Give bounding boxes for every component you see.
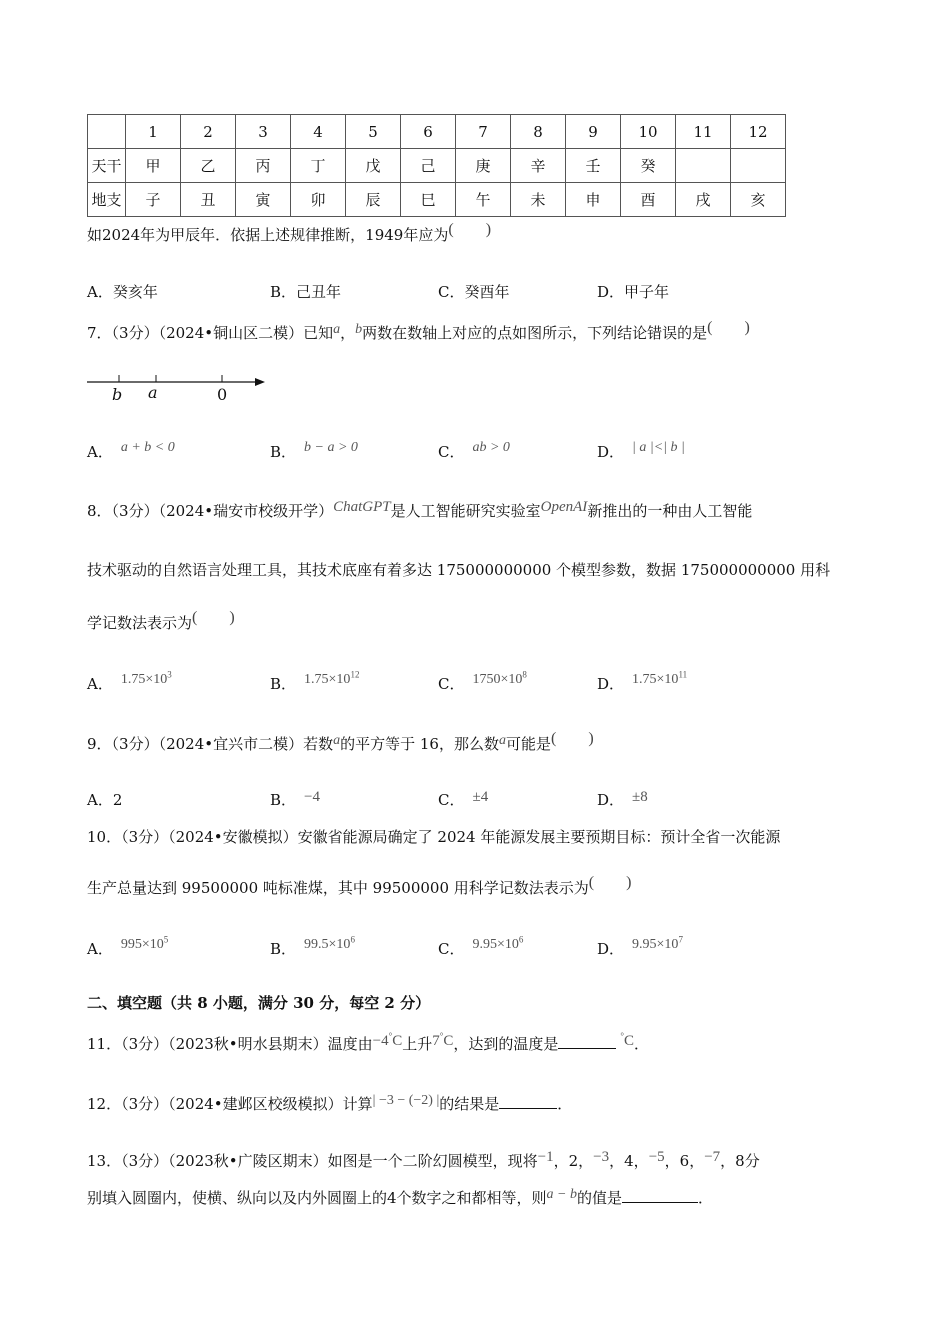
option-label: A． xyxy=(87,675,113,693)
q11-suffix: ，达到的温度是 xyxy=(453,1035,559,1053)
q12-suffix: 的结果是 xyxy=(439,1095,500,1113)
q13-prefix: 13．（3分）（2023秋•广陵区期末）如图是一个二阶幻圆模型，现将 xyxy=(87,1152,538,1170)
q7-option-a[interactable] xyxy=(87,441,175,462)
table-cell: 乙 xyxy=(181,149,236,183)
table-cell: 庚 xyxy=(456,149,511,183)
table-cell: 4 xyxy=(291,115,346,149)
table-cell: 丁 xyxy=(291,149,346,183)
q9-stem xyxy=(87,730,594,754)
q7-option-c[interactable] xyxy=(438,441,510,462)
option-label: B． xyxy=(270,940,297,958)
section-heading: 二、填空题（共 8 小题，满分 30 分，每空 2 分） xyxy=(87,994,431,1012)
answer-parens: ( ) xyxy=(588,874,632,891)
q8-line-1 xyxy=(87,500,752,521)
option-expr: 995×10 xyxy=(120,937,164,952)
q12-prefix: 12．（3分）（2024•建邺区校级模拟）计算 xyxy=(87,1095,373,1113)
answer-blank[interactable] xyxy=(622,1188,698,1203)
q10-option-c[interactable] xyxy=(438,934,524,959)
option-expr: 9.95×10 xyxy=(632,937,679,952)
ganzhi-table xyxy=(87,114,786,217)
option-exponent: 6 xyxy=(350,934,355,945)
option-expr: −4 xyxy=(304,789,320,805)
option-label: D． xyxy=(597,940,625,958)
table-cell: 亥 xyxy=(731,183,786,217)
table-cell: 卯 xyxy=(291,183,346,217)
table-cell: 辛 xyxy=(511,149,566,183)
q7-option-b[interactable] xyxy=(270,441,358,462)
q7-suffix: 两数在数轴上对应的点如图所示，下列结论错误的是 xyxy=(362,324,708,342)
q9-option-b[interactable] xyxy=(270,789,320,810)
table-header-row xyxy=(88,115,786,149)
q13-line-2-text: 别填入圆圈内，使横、纵向以及内外圆圈上的4个数字之和都相等，则 xyxy=(87,1189,547,1207)
answer-parens: ( ) xyxy=(448,221,492,238)
option-label: D． xyxy=(597,791,625,809)
option-expr: 1750×10 xyxy=(472,672,523,687)
q13-line-2 xyxy=(87,1187,713,1208)
temperature-value: 7 xyxy=(432,1033,440,1049)
option-label: C． xyxy=(438,675,465,693)
table-cell: 午 xyxy=(456,183,511,217)
option-label: B． xyxy=(270,791,297,809)
option-expr: 99.5×10 xyxy=(304,937,351,952)
number: −1 xyxy=(537,1149,554,1165)
table-row-dizhi xyxy=(88,183,786,217)
q10-option-a[interactable] xyxy=(87,934,169,959)
table-cell: 酉 xyxy=(621,183,676,217)
answer-parens: ( ) xyxy=(707,319,750,336)
q8-option-c[interactable] xyxy=(438,669,527,694)
q12-stem xyxy=(87,1093,572,1114)
q9-mid: 的平方等于 16，那么数 xyxy=(340,735,499,753)
table-cell xyxy=(88,115,126,149)
q9-prefix: 9．（3分）（2024•宜兴市二模）若数 xyxy=(87,735,334,753)
axis-label-b: b xyxy=(112,385,123,404)
option-expr: 1.75×10 xyxy=(304,672,351,687)
q11-mid: 上升 xyxy=(402,1035,433,1053)
table-cell: 5 xyxy=(346,115,401,149)
number-sep: ，2， xyxy=(553,1152,594,1170)
table-cell: 戊 xyxy=(346,149,401,183)
table-cell xyxy=(731,149,786,183)
q8-mid: 是人工智能研究实验室 xyxy=(390,502,541,520)
table-cell: 戌 xyxy=(676,183,731,217)
answer-blank[interactable] xyxy=(558,1034,616,1049)
period: ． xyxy=(634,1035,650,1053)
q8-prefix: 8．（3分）（2024•瑞安市校级开学） xyxy=(87,502,334,520)
number: −5 xyxy=(648,1149,665,1165)
option-expr: a + b < 0 xyxy=(120,440,175,455)
table-cell: 2 xyxy=(181,115,236,149)
expression: a − b xyxy=(546,1187,577,1202)
q6-text: 如2024年为甲辰年．依据上述规律推断，1949年应为 xyxy=(87,226,449,244)
period: ． xyxy=(698,1189,714,1207)
chatgpt-term: ChatGPT xyxy=(333,499,391,515)
table-cell: 巳 xyxy=(401,183,456,217)
option-expr: b − a > 0 xyxy=(304,440,358,455)
q9-option-d[interactable] xyxy=(597,789,648,810)
table-cell: 己 xyxy=(401,149,456,183)
table-cell xyxy=(676,149,731,183)
option-exponent: 5 xyxy=(163,934,169,945)
option-expr: ±4 xyxy=(472,789,489,805)
q10-line-2 xyxy=(87,874,632,898)
option-label: B． xyxy=(270,675,297,693)
var-a: a xyxy=(498,733,506,748)
table-cell: 癸 xyxy=(621,149,676,183)
q11-stem: 11．（3分）（2023秋•明水县期末）温度由−4°C上升7°C，达到的温度是 °C． xyxy=(87,1031,650,1053)
q7-option-d[interactable] xyxy=(597,441,685,462)
option-exponent: 12 xyxy=(350,669,360,680)
option-label: C． xyxy=(438,791,465,809)
option-exponent: 8 xyxy=(522,669,527,680)
var-a: a xyxy=(333,322,341,337)
q8-line-3 xyxy=(87,609,235,633)
table-cell: 1 xyxy=(126,115,181,149)
table-cell: 子 xyxy=(126,183,181,217)
axis-label-a: a xyxy=(148,383,158,402)
q8-line-2: 技术驱动的自然语言处理工具，其技术底座有着多达 175000000000 个模型参数，数据 175000000000 用科 xyxy=(87,561,831,579)
q13-line-2-suffix: 的值是 xyxy=(577,1189,623,1207)
table-row-tiangan xyxy=(88,149,786,183)
temperature-value: −4 xyxy=(372,1033,389,1049)
q6-option-b[interactable]: B．己丑年 xyxy=(270,283,342,301)
table-cell: 寅 xyxy=(236,183,291,217)
option-expr: ab > 0 xyxy=(472,440,510,455)
expression: | −3 − (−2) | xyxy=(372,1093,440,1108)
table-cell: 3 xyxy=(236,115,291,149)
table-cell: 8 xyxy=(511,115,566,149)
option-expr: ±8 xyxy=(632,789,648,805)
option-label: C． xyxy=(438,443,465,461)
var-b: b xyxy=(355,322,363,337)
openai-term: OpenAI xyxy=(540,499,588,515)
table-cell: 申 xyxy=(566,183,621,217)
option-label: C． xyxy=(438,940,465,958)
q8-suffix: 新推出的一种由人工智能 xyxy=(587,502,753,520)
q9-option-a[interactable]: A．2 xyxy=(87,791,123,809)
temperature-unit: C xyxy=(392,1033,403,1049)
table-cell: 11 xyxy=(676,115,731,149)
var-a: a xyxy=(333,733,341,748)
table-cell: 丑 xyxy=(181,183,236,217)
option-exponent: 6 xyxy=(518,934,524,945)
answer-parens: ( ) xyxy=(192,609,235,626)
option-expr: 9.95×10 xyxy=(472,937,519,952)
q6-option-a[interactable]: A．癸亥年 xyxy=(87,283,158,301)
q10-option-b[interactable] xyxy=(270,934,355,959)
q9-suffix: 可能是 xyxy=(505,735,551,753)
q8-line-3-text: 学记数法表示为 xyxy=(87,614,193,632)
q6-stem xyxy=(87,221,492,245)
option-label: D． xyxy=(597,675,625,693)
table-cell: 丙 xyxy=(236,149,291,183)
q11-prefix: 11．（3分）（2023秋•明水县期末）温度由 xyxy=(87,1035,373,1053)
table-cell: 10 xyxy=(621,115,676,149)
temperature-unit: C xyxy=(624,1033,635,1049)
number-sep: ，6， xyxy=(664,1152,705,1170)
option-expr: 1.75×10 xyxy=(632,672,679,687)
q10-line-2-text: 生产总量达到 99500000 吨标准煤，其中 99500000 用科学记数法表示为 xyxy=(87,879,589,897)
table-cell: 6 xyxy=(401,115,456,149)
table-cell: 未 xyxy=(511,183,566,217)
number: −3 xyxy=(593,1149,610,1165)
option-label: B． xyxy=(270,443,297,461)
number-sep: ，8分 xyxy=(720,1152,760,1170)
table-row-label: 天干 xyxy=(88,149,126,183)
axis-label-zero: 0 xyxy=(217,385,228,404)
q10-option-d[interactable] xyxy=(597,934,683,959)
separator: ， xyxy=(340,324,356,342)
number: −7 xyxy=(704,1149,721,1165)
period: ． xyxy=(557,1095,573,1113)
table-cell: 9 xyxy=(566,115,621,149)
table-row-label: 地支 xyxy=(88,183,126,217)
q8-option-a[interactable] xyxy=(87,669,172,694)
answer-parens: ( ) xyxy=(551,730,594,747)
option-label: A． xyxy=(87,443,113,461)
q9-option-c[interactable] xyxy=(438,789,488,810)
table-cell: 辰 xyxy=(346,183,401,217)
q8-option-b[interactable] xyxy=(270,669,360,694)
table-cell: 12 xyxy=(731,115,786,149)
option-exponent: 7 xyxy=(678,934,683,945)
option-expr: 1.75×10 xyxy=(120,672,168,687)
table-cell: 甲 xyxy=(126,149,181,183)
axis-arrow xyxy=(255,378,265,386)
option-expr: | a |<| b | xyxy=(632,440,685,455)
q6-option-d[interactable]: D．甲子年 xyxy=(597,283,670,301)
q7-prefix: 7．（3分）（2024•铜山区二模）已知 xyxy=(87,324,334,342)
q7-stem xyxy=(87,319,750,343)
option-exponent: 11 xyxy=(678,669,688,680)
number-sep: ，4， xyxy=(609,1152,649,1170)
table-cell: 7 xyxy=(456,115,511,149)
option-label: D． xyxy=(597,443,625,461)
answer-blank[interactable] xyxy=(499,1094,557,1109)
q13-line-1 xyxy=(87,1150,760,1171)
option-label: A． xyxy=(87,940,113,958)
q8-option-d[interactable] xyxy=(597,669,688,694)
option-exponent: 3 xyxy=(167,669,172,680)
q6-option-c[interactable]: C．癸酉年 xyxy=(438,283,510,301)
q10-line-1: 10．（3分）（2024•安徽模拟）安徽省能源局确定了 2024 年能源发展主要预期目标：预计全省一次能源 xyxy=(87,828,781,846)
table-cell: 壬 xyxy=(566,149,621,183)
temperature-unit: C xyxy=(443,1033,454,1049)
